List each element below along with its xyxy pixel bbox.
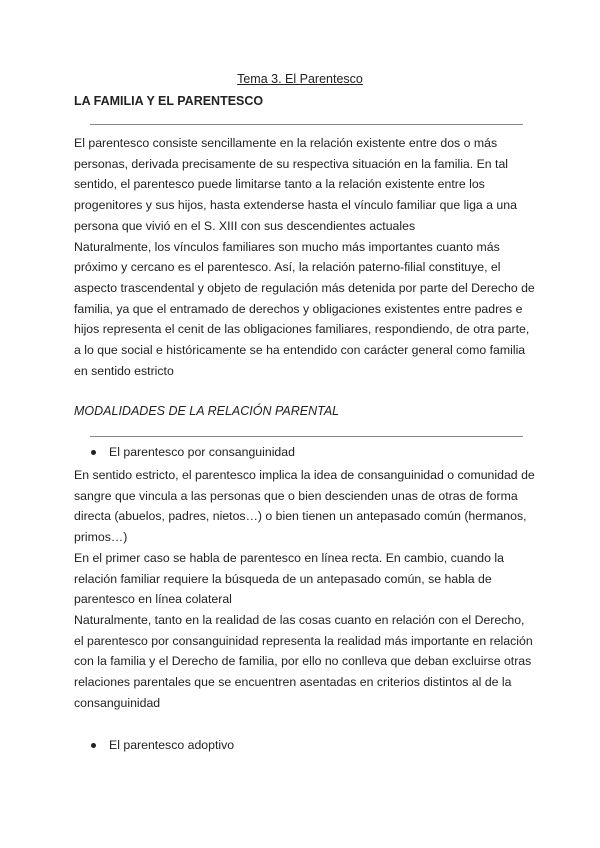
bullet-icon: [91, 450, 96, 455]
bullet-item: [91, 738, 234, 752]
text-line: persona que vivió en el S. XIII con sus descendientes actuales: [74, 218, 416, 233]
intro-paragraph: [74, 133, 534, 381]
text-line: el parentesco por consanguinidad representa la realidad más importante en relación: [74, 633, 533, 648]
text-line: consanguinidad: [74, 695, 161, 710]
text-line: personas, derivada precisamente de su respectiva situación en la familia. En tal: [74, 156, 509, 171]
horizontal-rule: [90, 124, 523, 125]
horizontal-rule: [90, 436, 523, 437]
text-line: Naturalmente, tanto en la realidad de las cosas cuanto en relación con el Derecho,: [74, 612, 525, 627]
text-line: hijos representa el cenit de las obligaciones familiares, respondiendo, de otra parte,: [74, 322, 530, 337]
text-line: a lo que social e históricamente se ha entendido con carácter general como familia: [74, 343, 526, 358]
text-line: primos…): [74, 530, 128, 545]
text-line: en sentido estricto: [74, 363, 174, 378]
text-line: El parentesco consiste sencillamente en la relación existente entre dos o más: [74, 136, 498, 150]
text-line: familia, ya que el entramado de derechos y obligaciones existentes entre padres e: [74, 301, 523, 316]
document-title: LA FAMILIA Y EL PARENTESCO: [74, 94, 264, 108]
page-header: Tema 3. El Parentesco: [237, 72, 363, 86]
section-title: MODALIDADES DE LA RELACIÓN PARENTAL: [74, 404, 340, 418]
text-line: relación familiar requiere la búsqueda de un antepasado común, se habla de: [74, 571, 492, 586]
bullet-label: El parentesco por consanguinidad: [109, 445, 295, 459]
text-line: progenitores y sus hijos, hasta extenderse hasta el vínculo familiar que liga a una: [74, 198, 517, 213]
consanguinity-paragraph: [74, 465, 534, 713]
text-line: próximo y cercano es el parentesco. Así, la relación paterno-filial constituye, el: [74, 260, 501, 275]
bullet-label: El parentesco adoptivo: [109, 738, 235, 752]
text-line: En sentido estricto, el parentesco implica la idea de consanguinidad o comunidad de: [74, 468, 535, 482]
bullet-icon: [91, 743, 96, 748]
text-line: sentido, el parentesco puede limitarse tanto a la relación existente entre los: [74, 177, 485, 192]
text-line: aspecto trascendental y objeto de regulación más detenida por parte del Derecho de: [74, 280, 535, 295]
text-line: directa (abuelos, padres, nietos…) o bien tienen un antepasado común (hermanos,: [74, 509, 527, 524]
text-line: relaciones parentales que se encuentren asentadas en criterios distintos al de la: [74, 675, 512, 690]
text-line: Naturalmente, los vínculos familiares son mucho más importantes cuanto más: [74, 239, 500, 254]
bullet-item: [91, 445, 295, 459]
text-line: sangre que vincula a las personas que o bien descienden unas de otras de forma: [74, 488, 518, 503]
text-line: En el primer caso se habla de parentesco en línea recta. En cambio, cuando la: [74, 550, 504, 565]
text-line: parentesco en línea colateral: [74, 592, 232, 607]
text-line: con la familia y el Derecho de familia, por ello no conlleva que deban excluirse otras: [74, 654, 532, 669]
